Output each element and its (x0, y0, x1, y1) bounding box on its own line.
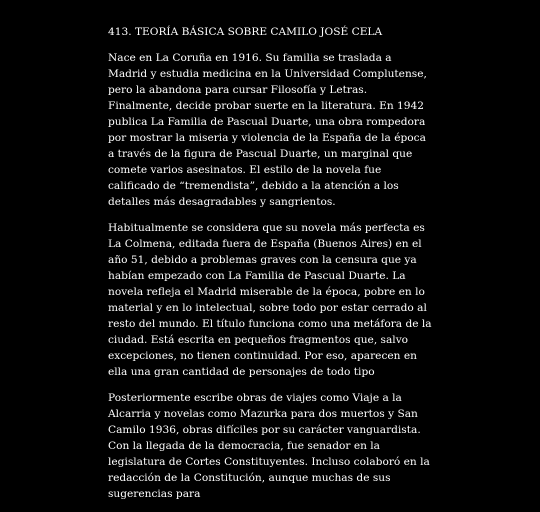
paragraph-1: Nace en La Coruña en 1916. Su familia se traslada a Madrid y estudia medicina en la Universidad Complutense, pero la abandona para cursar Filosofía y Letras. Finalmente, decide probar suerte en la literatura. En 1942 publica La Familia de Pascual Duarte, una obra rompedora por mostrar la miseria y violencia de la España de la época a través de la figura de Pascual Duarte, un marginal que comete varios asesinatos. El estilo de la novela fue calificado de “tremendista”, debido a la atención a los detalles más desagradables y sangrientos. (108, 52, 427, 208)
article-content (108, 24, 432, 512)
paragraph-2: Habitualmente se considera que su novela más perfecta es La Colmena, editada fuera de España (Buenos Aires) en el año 51, debido a problemas graves con la censura que ya habían empezado con La Familia de Pascual Duarte. La novela refleja el Madrid miserable de la época, pobre en lo material y en lo intelectual, sobre todo por estar cerrado al resto del mundo. El título funciona como una metáfora de la ciudad. Está escrita en pequeños fragmentos que, salvo excepciones, no tienen continuidad. Por eso, aparecen en ella una gran cantidad de personajes de todo tipo (108, 222, 432, 378)
paragraph-3: Posteriormente escribe obras de viajes como Viaje a la Alcarria y novelas como Mazurka para dos muertos y San Camilo 1936, obras difíciles por su carácter vanguardista. Con la llegada de la democracia, fue senador en la legislatura de Cortes Constituyentes. Incluso colaboró en la redacción de la Constitución, aunque muchas de sus sugerencias para (108, 392, 430, 500)
article-title: 413. TEORÍA BÁSICA SOBRE CAMILO JOSÉ CELA (108, 26, 383, 38)
